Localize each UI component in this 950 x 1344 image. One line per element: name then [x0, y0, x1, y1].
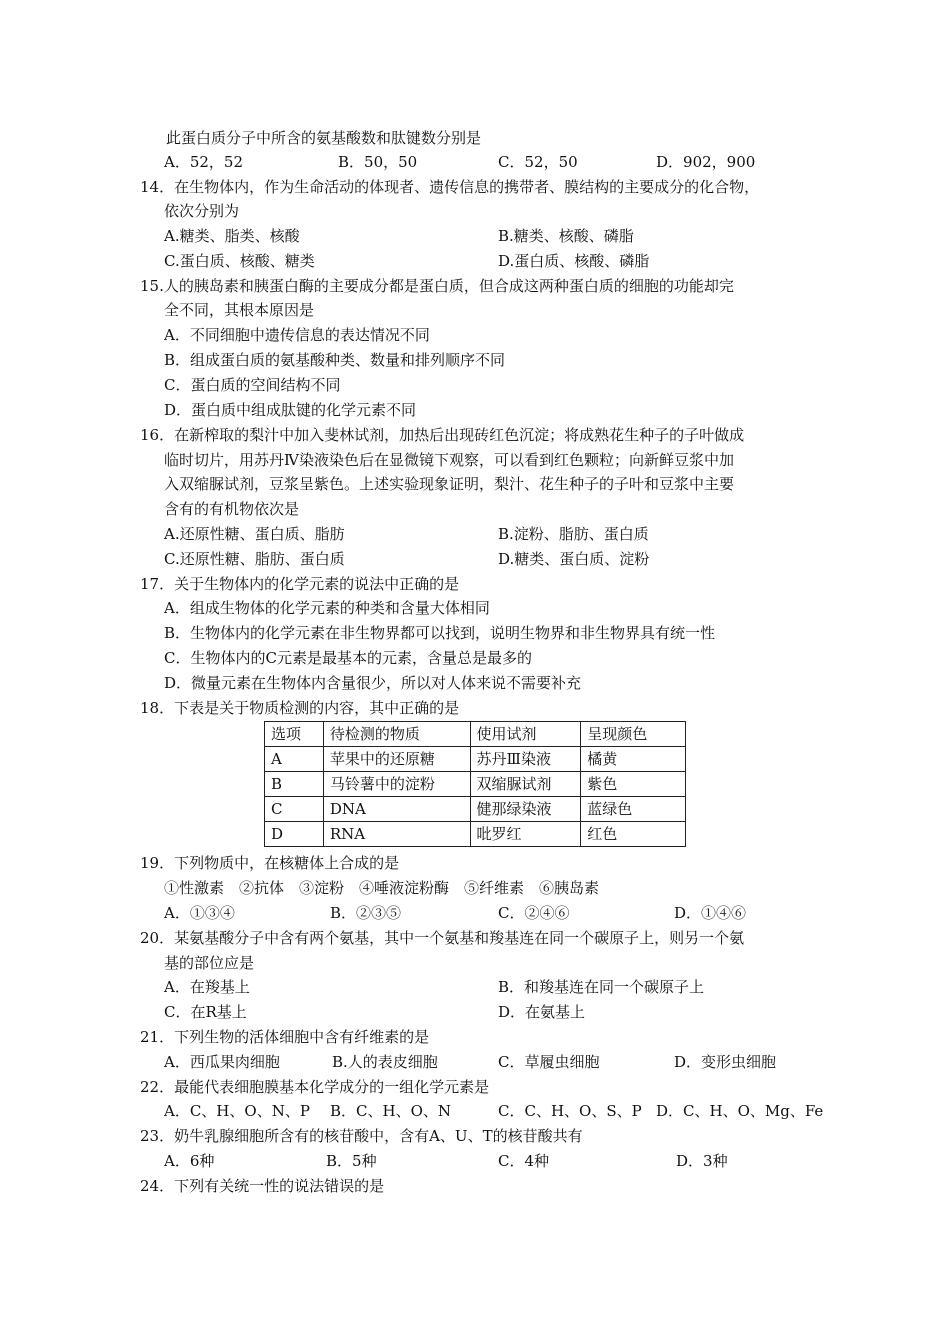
q22-option-b: B．C、H、O、N — [330, 1102, 452, 1120]
table-cell: 橘黄 — [581, 747, 686, 772]
header-cell: 呈现颜色 — [581, 722, 686, 747]
header-cell: 待检测的物质 — [323, 722, 470, 747]
q17-option-b: B．生物体内的化学元素在非生物界都可以找到，说明生物界和非生物界具有统一性 — [164, 624, 716, 642]
q22-option-d: D．C、H、O、Mg、Fe — [656, 1102, 824, 1120]
table-cell: 苏丹Ⅲ染液 — [470, 747, 581, 772]
q18-stem: 18．下表是关于物质检测的内容，其中正确的是 — [140, 699, 460, 717]
q17-option-a: A．组成生物体的化学元素的种类和含量大体相同 — [164, 599, 490, 617]
q16-stem-line3: 入双缩脲试剂，豆浆呈紫色。上述实验现象证明，梨汁、花生种子的子叶和豆浆中主要 — [164, 475, 735, 493]
table-cell: 红色 — [581, 822, 686, 847]
q13-option-b: B．50，50 — [338, 153, 418, 171]
q13-option-c: C．52，50 — [498, 153, 578, 171]
q21-option-d: D．变形虫细胞 — [674, 1053, 777, 1071]
q21-option-b: B.人的表皮细胞 — [332, 1053, 438, 1071]
q17-stem: 17．关于生物体内的化学元素的说法中正确的是 — [140, 575, 460, 593]
table-cell: RNA — [323, 822, 470, 847]
q20-option-b: B．和羧基连在同一个碳原子上 — [498, 978, 705, 996]
header-cell: 使用试剂 — [470, 722, 581, 747]
q20-option-a: A．在羧基上 — [164, 978, 250, 996]
q23-option-b: B．5种 — [326, 1152, 377, 1170]
table-cell: 吡罗红 — [470, 822, 581, 847]
q23-option-c: C．4种 — [498, 1152, 550, 1170]
table-cell: 双缩脲试剂 — [470, 772, 581, 797]
table-cell: B — [265, 772, 324, 797]
q20-option-d: D．在氨基上 — [498, 1003, 586, 1021]
q16-stem-line1: 16．在新榨取的梨汁中加入斐林试剂，加热后出现砖红色沉淀；将成熟花生种子的子叶做成 — [140, 426, 745, 444]
q13-option-a: A．52，52 — [164, 153, 244, 171]
q23-option-d: D．3种 — [676, 1152, 728, 1170]
table-row — [265, 822, 686, 847]
table-cell: 马铃薯中的淀粉 — [323, 772, 470, 797]
table-cell: DNA — [323, 797, 470, 822]
q19-option-a: A．①③④ — [164, 904, 235, 922]
q14-option-b: B.糖类、核酸、磷脂 — [498, 227, 634, 245]
q20-stem-line2: 基的部位应是 — [164, 954, 255, 972]
q16-option-c: C.还原性糖、脂肪、蛋白质 — [164, 550, 345, 568]
table-cell: D — [265, 822, 324, 847]
q14-option-c: C.蛋白质、核酸、糖类 — [164, 252, 315, 270]
table-row — [265, 747, 686, 772]
q13-stem-continuation: 此蛋白质分子中所含的氨基酸数和肽键数分别是 — [166, 129, 482, 147]
table-row — [265, 772, 686, 797]
q15-stem-line2: 全不同，其根本原因是 — [164, 301, 315, 319]
q19-option-b: B．②③⑤ — [330, 904, 402, 922]
q24-stem: 24．下列有关统一性的说法错误的是 — [140, 1177, 385, 1195]
q14-stem-line2: 依次分别为 — [164, 202, 240, 220]
q16-stem-line2: 临时切片，用苏丹Ⅳ染液染色后在显微镜下观察，可以看到红色颗粒；向新鲜豆浆中加 — [164, 451, 734, 469]
q22-option-a: A．C、H、O、N、P — [164, 1102, 310, 1120]
q16-stem-line4: 含有的有机物依次是 — [164, 500, 300, 518]
q14-option-d: D.蛋白质、核酸、磷脂 — [498, 252, 650, 270]
q16-option-d: D.糖类、蛋白质、淀粉 — [498, 550, 650, 568]
table-header-row — [265, 722, 686, 747]
q15-option-b: B．组成蛋白质的氨基酸种类、数量和排列顺序不同 — [164, 351, 506, 369]
header-cell: 选项 — [265, 722, 324, 747]
q19-stem: 19．下列物质中，在核糖体上合成的是 — [140, 854, 400, 872]
q19-option-d: D．①④⑥ — [674, 904, 747, 922]
q15-option-a: A．不同细胞中遗传信息的表达情况不同 — [164, 326, 430, 344]
table-cell: 蓝绿色 — [581, 797, 686, 822]
q23-stem: 23．奶牛乳腺细胞所含有的核苷酸中，含有A、U、T的核苷酸共有 — [140, 1127, 583, 1145]
q17-option-d: D．微量元素在生物体内含量很少，所以对人体来说不需要补充 — [164, 674, 582, 692]
table-cell: A — [265, 747, 324, 772]
q19-items: ①性激素 ②抗体 ③淀粉 ④唾液淀粉酶 ⑤纤维素 ⑥胰岛素 — [164, 879, 600, 897]
q13-option-d: D．902，900 — [656, 153, 756, 171]
table-cell: 健那绿染液 — [470, 797, 581, 822]
q21-option-a: A．西瓜果肉细胞 — [164, 1053, 280, 1071]
q15-option-c: C．蛋白质的空间结构不同 — [164, 376, 341, 394]
q21-option-c: C．草履虫细胞 — [498, 1053, 600, 1071]
table-cell: 紫色 — [581, 772, 686, 797]
q23-option-a: A．6种 — [164, 1152, 215, 1170]
q14-stem-line1: 14．在生物体内，作为生命活动的体现者、遗传信息的携带者、膜结构的主要成分的化合物， — [140, 178, 760, 196]
q22-stem: 22．最能代表细胞膜基本化学成分的一组化学元素是 — [140, 1078, 490, 1096]
q17-option-c: C．生物体内的C元素是最基本的元素，含量总是最多的 — [164, 649, 532, 667]
table-row — [265, 797, 686, 822]
q20-option-c: C．在R基上 — [164, 1003, 247, 1021]
q16-option-b: B.淀粉、脂肪、蛋白质 — [498, 525, 649, 543]
q18-detection-table — [264, 721, 686, 847]
q20-stem-line1: 20．某氨基酸分子中含有两个氨基，其中一个氨基和羧基连在同一个碳原子上，则另一个氨 — [140, 929, 745, 947]
table-cell: 苹果中的还原糖 — [323, 747, 470, 772]
q15-option-d: D．蛋白质中组成肽键的化学元素不同 — [164, 401, 417, 419]
q22-option-c: C．C、H、O、S、P — [498, 1102, 642, 1120]
q15-stem-line1: 15.人的胰岛素和胰蛋白酶的主要成分都是蛋白质，但合成这两种蛋白质的细胞的功能却完 — [140, 277, 734, 295]
q14-option-a: A.糖类、脂类、核酸 — [164, 227, 300, 245]
q19-option-c: C．②④⑥ — [498, 904, 570, 922]
q16-option-a: A.还原性糖、蛋白质、脂肪 — [164, 525, 345, 543]
table-cell: C — [265, 797, 324, 822]
q21-stem: 21．下列生物的活体细胞中含有纤维素的是 — [140, 1028, 430, 1046]
